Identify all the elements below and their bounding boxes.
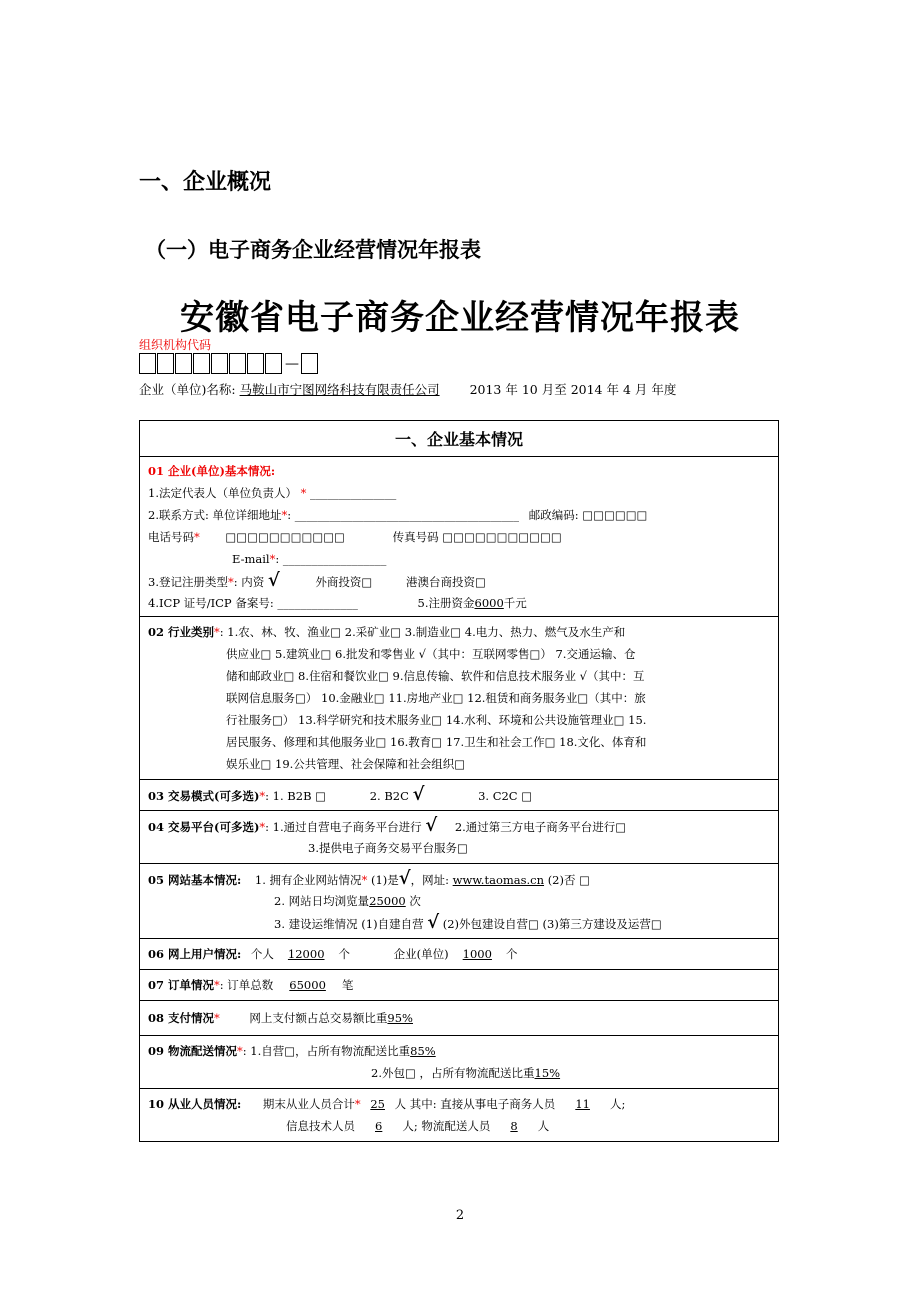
section-03	[140, 780, 779, 811]
code-box[interactable]	[265, 353, 282, 374]
employees-row	[148, 1093, 770, 1115]
platform-label: 04 交易平台(可多选)	[148, 820, 260, 834]
unit-name-value: 马鞍山市宁图网络科技有限责任公司	[239, 382, 440, 397]
personal-users-value: 12000	[287, 947, 325, 961]
it-staff-value: 6	[375, 1119, 383, 1133]
phone-label: 电话号码	[148, 530, 194, 544]
industry-row	[148, 621, 770, 643]
required-star: *	[281, 508, 288, 522]
checkmark-icon: √	[267, 570, 280, 591]
email-field[interactable]: __________________	[282, 552, 387, 566]
it-staff-label: 信息技术人员	[286, 1119, 355, 1133]
required-star: *	[296, 486, 307, 500]
capital-label: 5.注册资金	[417, 596, 475, 610]
operation-row	[148, 912, 770, 934]
page-views-row	[148, 890, 770, 912]
checkmark-icon: √	[425, 815, 438, 836]
self-logistics-ratio: 85%	[410, 1044, 436, 1058]
total-employees-label: 期末从业人员合计	[262, 1097, 355, 1111]
phone-field[interactable]: □□□□□□□□□□□	[225, 530, 345, 544]
page-views-unit: 次	[409, 894, 421, 908]
hk-macao-taiwan-option[interactable]: 港澳台商投资□	[405, 575, 486, 589]
section-01-title: 01 企业(单位)基本情况:	[148, 464, 276, 478]
personal-label: 个人	[250, 947, 274, 961]
c2c-option[interactable]: 3. C2C □	[478, 789, 533, 803]
required-star: *	[361, 873, 368, 887]
payment-ratio-label: 网上支付额占总交易额比重	[249, 1011, 388, 1025]
industry-continued[interactable]	[148, 643, 770, 775]
code-separator: —	[285, 355, 299, 372]
legal-rep-label: 1.法定代表人（单位负责人）	[148, 486, 297, 500]
website-yes-option[interactable]: (1)是	[370, 873, 399, 887]
address-field[interactable]: _______________________________________	[294, 508, 520, 522]
orders-unit: 笔	[341, 978, 354, 992]
outsourced-logistics-option[interactable]: 2.外包□ ，占所有物流配送比重	[371, 1066, 535, 1080]
website-label: 05 网站基本情况:	[148, 873, 242, 887]
online-users-row	[148, 943, 770, 965]
website-row	[148, 868, 770, 890]
foreign-option[interactable]: 外商投资□	[315, 575, 373, 589]
icp-field[interactable]: ______________	[277, 596, 358, 610]
section-08	[140, 1001, 779, 1036]
section-06	[140, 939, 779, 970]
required-star: *	[214, 978, 220, 992]
capital-value: 6000	[474, 596, 504, 610]
industry-line: 娱乐业□ 19.公共管理、社会保障和社会组织□	[226, 757, 466, 771]
email-row: E-mail*: __________________	[232, 552, 387, 566]
ecom-staff-value: 11	[575, 1097, 590, 1111]
section-09	[140, 1036, 779, 1089]
required-star: *	[354, 1097, 361, 1111]
self-platform-option[interactable]: : 1.通过自营电子商务平台进行	[265, 820, 422, 834]
code-box[interactable]	[229, 353, 246, 374]
code-box[interactable]	[175, 353, 192, 374]
unit-name-label: 企业（单位)名称:	[139, 382, 236, 397]
logistics-row	[148, 1040, 770, 1062]
report-period: 2013 年 10 月至 2014 年 4 月 年度	[469, 382, 677, 397]
industry-options[interactable]	[220, 621, 625, 643]
self-logistics-option[interactable]: : 1.自营□，占所有物流配送比重	[242, 1044, 411, 1058]
legal-rep-row	[148, 482, 770, 504]
personal-unit: 个	[338, 947, 351, 961]
code-box[interactable]	[193, 353, 210, 374]
legal-rep-field[interactable]: _______________	[310, 486, 397, 500]
payment-ratio-value: 95%	[387, 1011, 413, 1025]
icp-label: 4.ICP 证号/ICP 备案号:	[148, 596, 274, 610]
industry-line: 储和邮政业□ 8.住宿和餐饮业□ 9.信息传输、软件和信息技术服务业 √（其中：互	[226, 669, 645, 683]
enterprise-label: 企业(单位)	[393, 947, 449, 961]
section-02	[140, 617, 779, 780]
logistics-staff-value: 8	[510, 1119, 518, 1133]
section-heading: 一、企业概况	[139, 170, 272, 195]
required-star: *	[259, 789, 266, 803]
b2c-option[interactable]: 2. B2C	[369, 789, 409, 803]
required-star: *	[237, 1044, 243, 1058]
required-star: *	[214, 1011, 220, 1025]
page-views-label: 2. 网站日均浏览量	[274, 894, 370, 908]
section-04	[140, 811, 779, 864]
domestic-option[interactable]: : 内资	[233, 575, 265, 589]
checkmark-icon: √	[412, 784, 425, 805]
page-views-value: 25000	[369, 894, 406, 908]
section-05	[140, 864, 779, 939]
enterprise-users-value: 1000	[462, 947, 492, 961]
icp-row	[148, 592, 770, 614]
orders-total-label: : 订单总数	[219, 978, 274, 992]
payment-label: 08 支付情况	[148, 1011, 215, 1025]
unit-name-line	[139, 380, 676, 398]
outsourced-options[interactable]: (2)外包建设自营□ (3)第三方建设及运营□	[442, 917, 662, 931]
outsourced-logistics-row	[148, 1062, 770, 1084]
capital-unit: 千元	[503, 596, 527, 610]
industry-line: 行社服务□） 13.科学研究和技术服务业□ 14.水利、环境和公共设施管理业□ 15.	[226, 713, 647, 727]
section-07	[140, 970, 779, 1001]
code-box[interactable]	[139, 353, 156, 374]
logistics-label: 09 物流配送情况	[148, 1044, 238, 1058]
postcode-label: 邮政编码: □□□□□□	[528, 508, 648, 522]
code-check-box[interactable]	[301, 353, 318, 374]
orders-total-value: 65000	[289, 978, 326, 992]
subsection-heading: （一）电子商务企业经营情况年报表	[145, 238, 481, 262]
checkmark-icon: √	[427, 912, 440, 933]
platform-row	[148, 815, 770, 837]
staff-detail-row	[148, 1115, 770, 1137]
required-star: *	[214, 625, 220, 639]
industry-label-wrap	[148, 621, 220, 643]
basic-info-table	[139, 420, 779, 1142]
required-star: *	[259, 820, 266, 834]
ecom-staff-label: 人 其中: 直接从事电子商务人员	[394, 1097, 556, 1111]
fax-field[interactable]: 传真号码 □□□□□□□□□□□	[392, 530, 562, 544]
logistics-staff-label: 人; 物流配送人员	[402, 1119, 491, 1133]
checkmark-icon: √	[398, 868, 411, 889]
section-01	[140, 457, 779, 617]
code-box[interactable]	[247, 353, 264, 374]
platform-service-option[interactable]: 3.提供电子商务交易平台服务□	[308, 841, 468, 855]
total-employees-value: 25	[370, 1097, 385, 1111]
required-star: *	[269, 552, 276, 566]
enterprise-unit: 个	[505, 947, 518, 961]
url-label: ，网址:	[410, 873, 449, 887]
table-header: 一、企业基本情况	[140, 421, 779, 457]
required-star: *	[227, 575, 234, 589]
registration-type-row	[148, 570, 770, 592]
email-label: E-mail	[232, 552, 270, 566]
orders-label: 07 订单情况	[148, 978, 215, 992]
self-build-option[interactable]: 3. 建设运维情况 (1)自建自营	[274, 917, 424, 931]
form-title: 安徽省电子商务企业经营情况年报表	[180, 298, 740, 338]
phone-row	[148, 526, 770, 548]
employees-label: 10 从业人员情况:	[148, 1097, 242, 1111]
website-ownership-label: 1. 拥有企业网站情况	[254, 873, 362, 887]
outsourced-logistics-ratio: 15%	[534, 1066, 561, 1080]
address-label: 2.联系方式: 单位详细地址	[148, 508, 282, 522]
online-users-label: 06 网上用户情况:	[148, 947, 242, 961]
code-box[interactable]	[211, 353, 228, 374]
org-code-boxes[interactable]	[139, 353, 319, 374]
industry-line: 联网信息服务□） 10.金融业□ 11.房地产业□ 12.租赁和商务服务业□（其中：旅	[226, 691, 646, 705]
industry-line: : 1.农、林、牧、渔业□ 2.采矿业□ 3.制造业□ 4.电力、热力、燃气及水生产和	[219, 625, 626, 639]
registration-type-label: 3.登记注册类型	[148, 575, 228, 589]
logistics-staff-unit: 人	[537, 1119, 550, 1133]
page-number: 2	[455, 1208, 465, 1223]
industry-line: 供应业□ 5.建筑业□ 6.批发和零售业 √（其中：互联网零售□） 7.交通运输、仓	[226, 647, 636, 661]
org-code-label: 组织机构代码	[139, 338, 212, 352]
address-row: 2.联系方式: 单位详细地址*: _______________________________________ 邮政编码: □□□□□□	[148, 508, 648, 522]
website-url[interactable]: www.taomas.cn	[452, 873, 545, 887]
required-star: *	[194, 530, 200, 544]
ecom-staff-unit: 人;	[609, 1097, 626, 1111]
orders-row	[148, 974, 770, 996]
section-10	[140, 1089, 779, 1142]
payment-row	[148, 1007, 770, 1029]
industry-label: 02 行业类别	[148, 625, 215, 639]
website-no-option[interactable]: (2)否 □	[547, 873, 590, 887]
platform-service-row	[148, 837, 770, 859]
third-party-platform-option[interactable]: 2.通过第三方电子商务平台进行□	[454, 820, 627, 834]
code-box[interactable]	[157, 353, 174, 374]
industry-line: 居民服务、修理和其他服务业□ 16.教育□ 17.卫生和社会工作□ 18.文化、体育和	[226, 735, 647, 749]
trade-mode-row	[148, 784, 770, 806]
b2b-option[interactable]: : 1. B2B □	[265, 789, 327, 803]
trade-mode-label: 03 交易模式(可多选)	[148, 789, 260, 803]
